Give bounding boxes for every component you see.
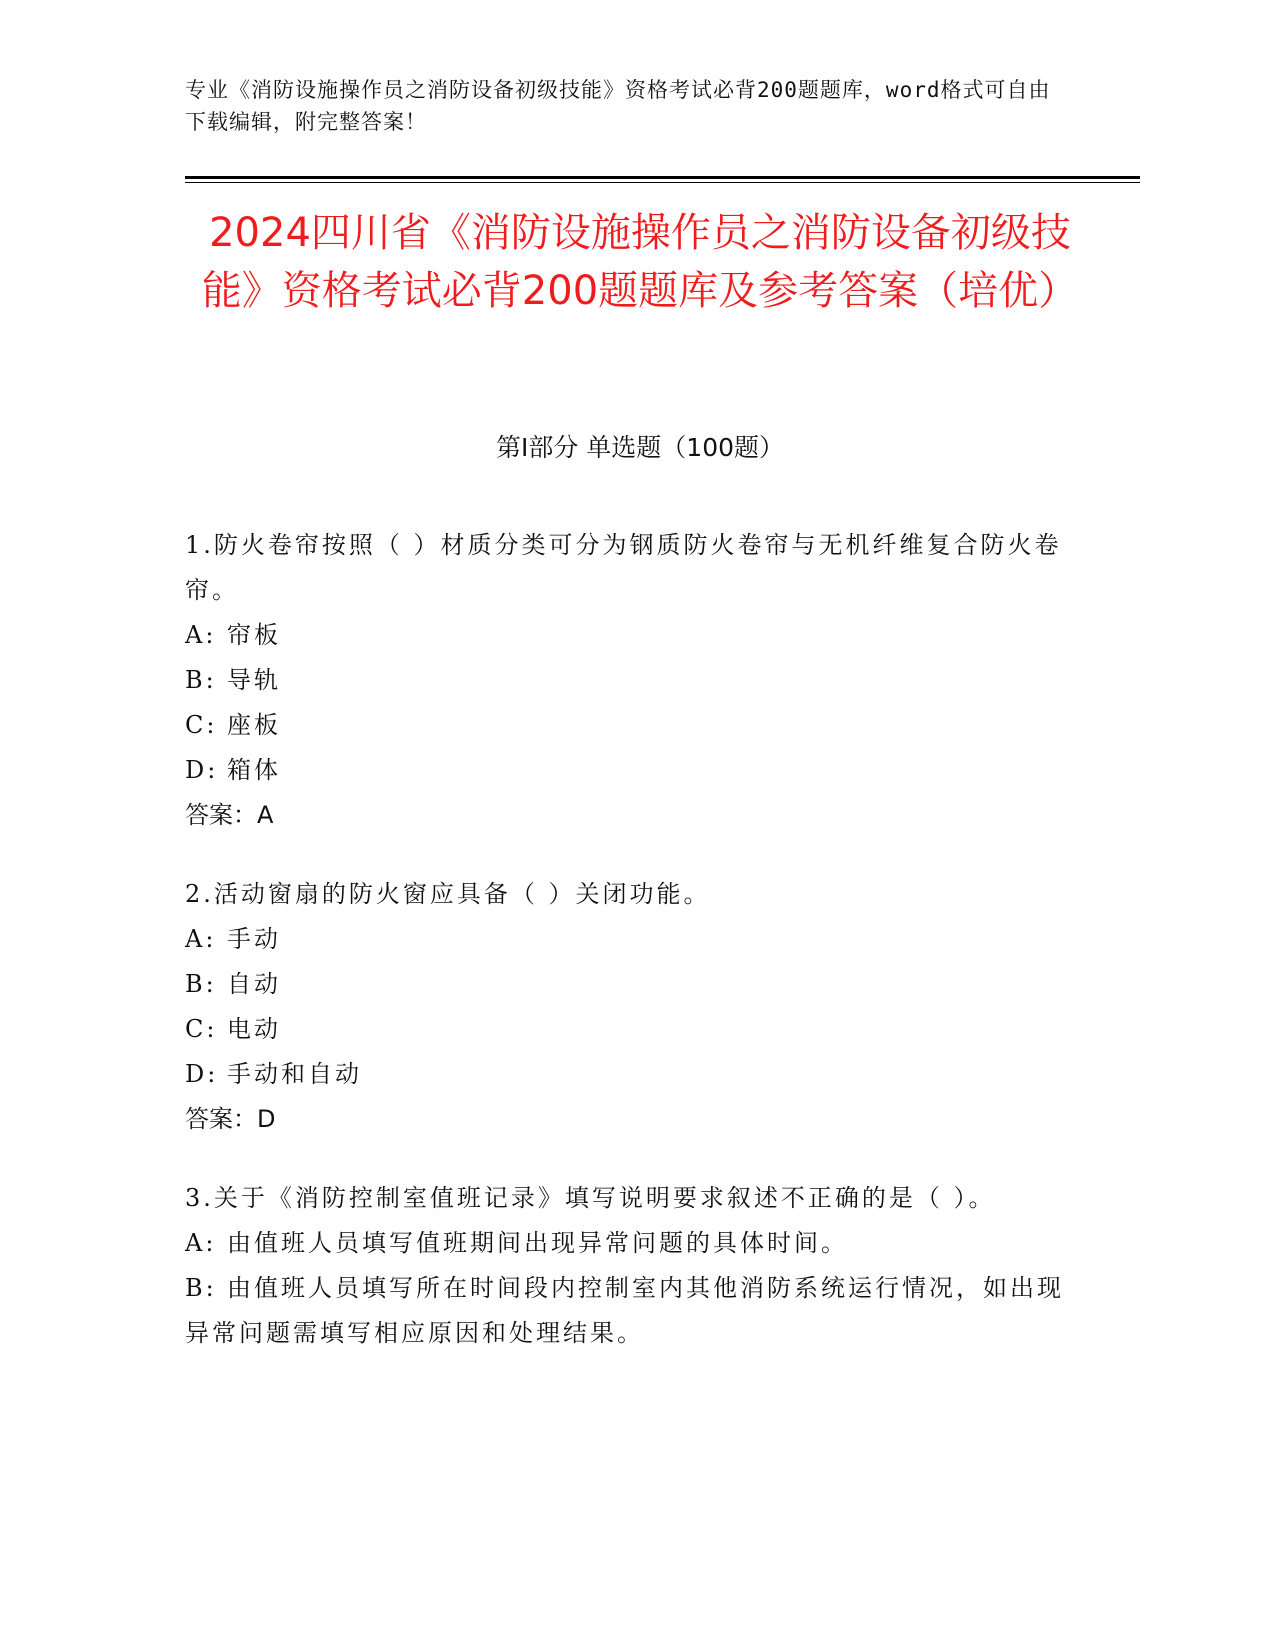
option-text: 帘板 (227, 621, 281, 649)
question-stem: 1.防火卷帘按照（ ）材质分类可分为钢质防火卷帘与无机纤维复合防火卷帘。 (185, 531, 1062, 604)
option-text: 自动 (227, 970, 281, 998)
section-heading: 第I部分 单选题（100题） (495, 433, 785, 462)
question-1 (185, 523, 1065, 838)
option-a (185, 1221, 1065, 1266)
question-3 (185, 1176, 1065, 1356)
option-d (185, 1052, 1065, 1097)
answer-line: 答案：D (185, 1105, 276, 1133)
option-key: B: (185, 970, 217, 998)
option-b (185, 962, 1065, 1007)
option-d (185, 748, 1065, 793)
option-text: 导轨 (227, 666, 281, 694)
option-key: C: (185, 1015, 218, 1043)
option-a (185, 613, 1065, 658)
option-text: 由值班人员填写值班期间出现异常问题的具体时间。 (227, 1229, 848, 1257)
option-text: 由值班人员填写所在时间段内控制室内其他消防系统运行情况，如出现异常问题需填写相应原因和处理结果。 (185, 1274, 1064, 1347)
option-b (185, 1266, 1065, 1356)
option-a (185, 917, 1065, 962)
header-note: 专业《消防设施操作员之消防设备初级技能》资格考试必背200题题库，word格式可自由下载编辑，附完整答案！ (185, 78, 1051, 134)
option-c (185, 1007, 1065, 1052)
option-key: B: (185, 1274, 217, 1302)
header-divider-thick (185, 176, 1140, 179)
header-divider-thin (185, 182, 1140, 183)
option-text: 手动 (227, 925, 281, 953)
option-text: 箱体 (227, 756, 281, 784)
option-text: 座板 (227, 711, 281, 739)
answer-line: 答案：A (185, 801, 274, 829)
question-list (185, 523, 1065, 1390)
question-2 (185, 872, 1065, 1142)
option-key: C: (185, 711, 218, 739)
option-text: 手动和自动 (227, 1060, 362, 1088)
option-key: B: (185, 666, 217, 694)
option-key: A: (185, 1229, 217, 1257)
option-key: D: (185, 756, 219, 784)
question-stem: 3.关于《消防控制室值班记录》填写说明要求叙述不正确的是（ ）。 (185, 1184, 996, 1212)
option-c (185, 703, 1065, 748)
option-key: A: (185, 621, 217, 649)
option-key: D: (185, 1060, 219, 1088)
option-b (185, 658, 1065, 703)
document-title: 2024四川省《消防设施操作员之消防设备初级技能》资格考试必背200题题库及参考答案（培优） (201, 210, 1079, 314)
option-key: A: (185, 925, 217, 953)
question-stem: 2.活动窗扇的防火窗应具备（ ）关闭功能。 (185, 880, 711, 908)
option-text: 电动 (227, 1015, 281, 1043)
